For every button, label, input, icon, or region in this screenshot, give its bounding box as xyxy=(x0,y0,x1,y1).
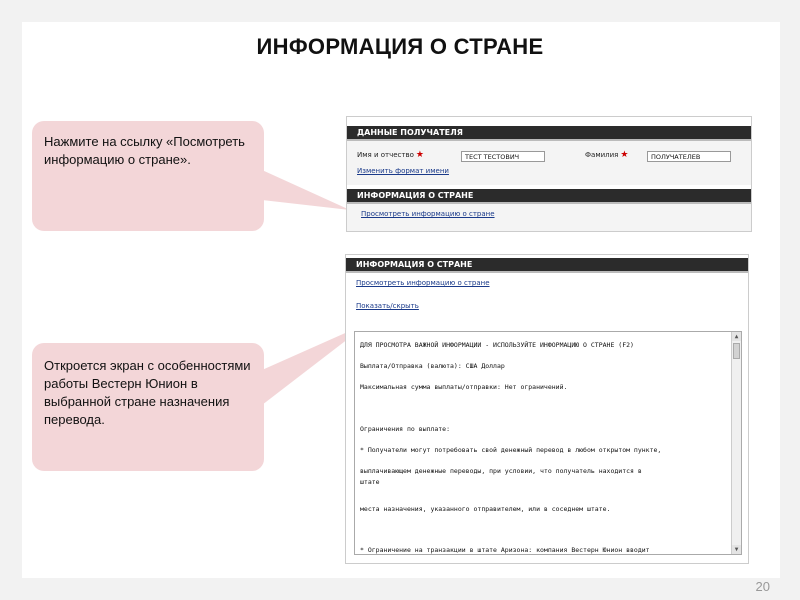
info-text-line: Выплата/Отправка (валюта): США Доллар xyxy=(360,362,505,370)
recipient-section-body xyxy=(347,141,751,185)
country-info-header: ИНФОРМАЦИЯ О СТРАНЕ xyxy=(346,258,748,273)
scroll-down-arrow-icon[interactable]: ▼ xyxy=(732,545,741,554)
callout-screen-opens: Откроется экран с особенностями работы Вестерн Юнион в выбранной стране назначения перевода. xyxy=(32,343,264,471)
info-text-line: штате xyxy=(360,478,380,486)
first-name-input[interactable]: ТЕСТ ТЕСТОВИЧ xyxy=(461,151,545,162)
change-name-format-link[interactable]: Изменить формат имени xyxy=(357,167,449,175)
scroll-up-arrow-icon[interactable]: ▲ xyxy=(732,332,741,341)
info-text-line: * Получатели могут потребовать свой денежный перевод в любом открытом пункте, xyxy=(360,446,662,454)
info-text-line: Ограничения по выплате: xyxy=(360,425,451,433)
info-text-line: ДЛЯ ПРОСМОТРА ВАЖНОЙ ИНФОРМАЦИИ - ИСПОЛЬЗУЙТЕ ИНФОРМАЦИЮ О СТРАНЕ (F2) xyxy=(360,341,634,349)
country-info-textarea[interactable] xyxy=(354,331,742,555)
info-text-line: * Ограничение на транзакции в штате Аризона: компания Вестерн Юнион вводит xyxy=(360,546,650,554)
recipient-screenshot xyxy=(346,116,752,232)
callout-click-link: Нажмите на ссылку «Посмотреть информацию о стране». xyxy=(32,121,264,231)
info-text-line: Максимальная сумма выплаты/отправки: Нет ограничений. xyxy=(360,383,568,391)
first-name-label: Имя и отчество ★ xyxy=(357,150,424,160)
last-name-input[interactable]: ПОЛУЧАТЕЛЕВ xyxy=(647,151,731,162)
country-info-section-header: ИНФОРМАЦИЯ О СТРАНЕ xyxy=(347,189,751,204)
scrollbar-thumb[interactable] xyxy=(733,343,740,359)
country-info-section-body xyxy=(347,204,751,232)
callout-pointer-1 xyxy=(262,170,350,210)
last-name-label: Фамилия ★ xyxy=(585,150,629,160)
show-hide-link[interactable]: Показать/скрыть xyxy=(356,302,419,310)
recipient-section-header: ДАННЫЕ ПОЛУЧАТЕЛЯ xyxy=(347,126,751,141)
info-text-line: выплачивающем денежные переводы, при условии, что получатель находится в xyxy=(360,467,642,475)
info-text-line: места назначения, указанного отправителем, или в соседнем штате. xyxy=(360,505,611,513)
page-number: 20 xyxy=(755,579,770,594)
required-star-icon: ★ xyxy=(620,150,629,160)
required-star-icon: ★ xyxy=(415,150,424,160)
view-country-info-link[interactable]: Просмотреть информацию о стране xyxy=(361,210,495,218)
textarea-scrollbar[interactable] xyxy=(731,332,741,554)
view-country-info-link[interactable]: Просмотреть информацию о стране xyxy=(356,279,490,287)
page-title: ИНФОРМАЦИЯ О СТРАНЕ xyxy=(256,34,544,59)
country-info-screenshot xyxy=(345,254,749,564)
